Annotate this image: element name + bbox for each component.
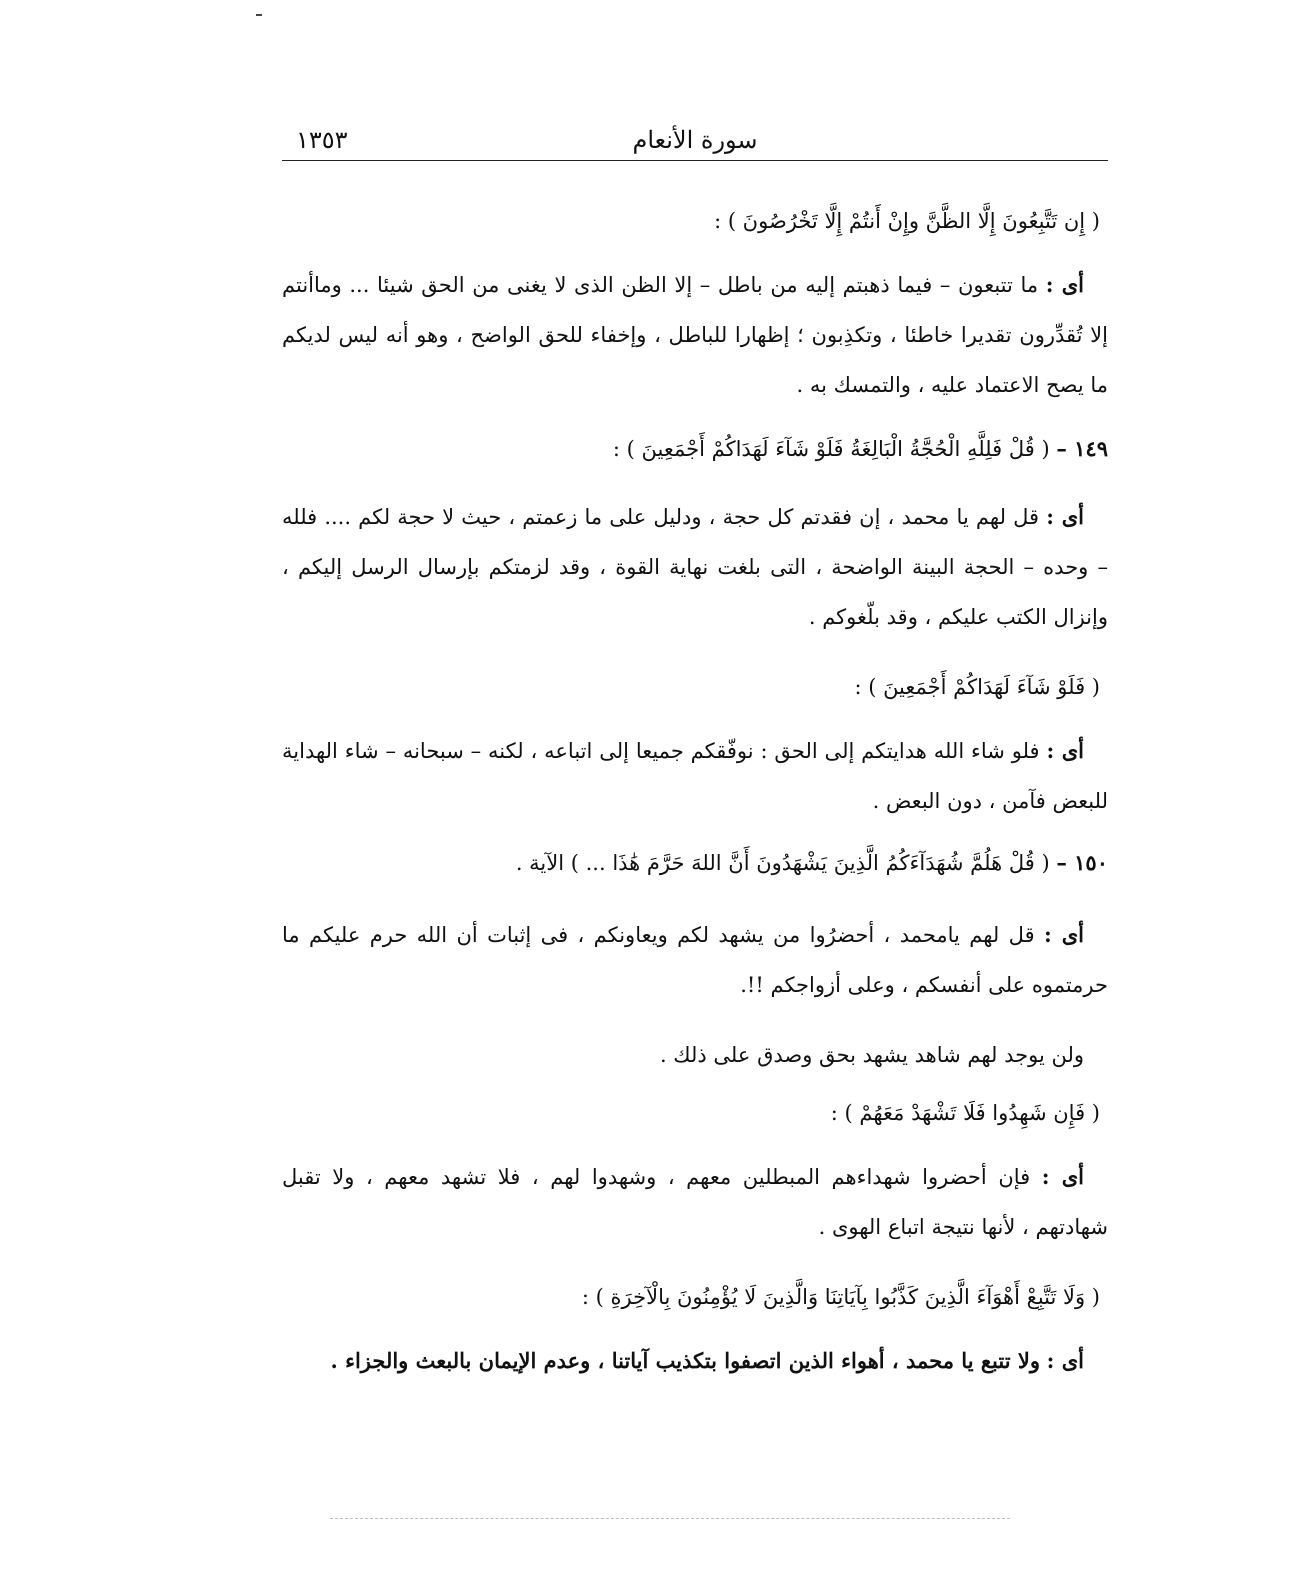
commentary-paragraph xyxy=(282,1336,1108,1386)
verse-heading xyxy=(282,424,1108,474)
commentary-paragraph xyxy=(282,260,1108,410)
paragraph-text: قل لهم يامحمد ، أحضرُوا من يشهد لكم ويعاونكم ، فى إثبات أن الله حرم عليكم ما حرمتموه على أنفسكم ، وعلى أزواجكم !!. xyxy=(282,923,1108,997)
page-header xyxy=(282,118,1108,161)
paragraph-text: فلو شاء الله هدايتكم إلى الحق : نوفّقكم جميعا إلى اتباعه ، لكنه – سبحانه – شاء الهداية للبعض فآمن ، دون البعض . xyxy=(282,739,1108,813)
commentary-paragraph xyxy=(282,910,1108,1010)
verse-number: ١٥٠ – xyxy=(1056,850,1108,875)
paragraph-lead: أى : xyxy=(1046,738,1084,763)
verse-quote xyxy=(282,196,1108,246)
paragraph-text: ما تتبعون – فيما ذهبتم إليه من باطل – إلا الظن الذى لا يغنى من الحق شيئا ... وماأنتم إلا تُقدِّرون تقديرا خاطئا ، وتكذِبون ؛ إظهارا للباطل ، وإخفاء للحق الواضح ، وهو أنه ليس لديكم ما يصح الاعتماد عليه ، والتمسك به . xyxy=(282,273,1108,397)
paragraph-lead: أى : xyxy=(1043,922,1084,947)
paragraph-text: ولا تتبع يا محمد ، أهواء الذين اتصفوا بتكذيب آياتنا ، وعدم الإيمان بالبعث والجزاء . xyxy=(330,1348,1040,1373)
verse-text: ( فَلَوْ شَآءَ لَهَدَاكُمْ أَجْمَعِينَ ) : xyxy=(854,675,1100,699)
verse-text: ( قُلْ فَلِلَّهِ الْحُجَّةُ الْبَالِغَةُ فَلَوْ شَآءَ لَهَدَاكُمْ أَجْمَعِينَ ) : xyxy=(612,437,1050,461)
commentary-paragraph xyxy=(282,492,1108,642)
verse-text: ( قُلْ هَلُمَّ شُهَدَآءَكُمُ الَّذِينَ يَشْهَدُونَ أَنَّ اللهَ حَرَّمَ هَٰذَا ... ) الآية . xyxy=(515,851,1050,875)
verse-text: ( فَإِن شَهِدُوا فَلَا تَشْهَدْ مَعَهُمْ ) : xyxy=(830,1101,1100,1125)
verse-quote xyxy=(282,1272,1108,1322)
book-page xyxy=(282,118,1108,161)
verse-heading xyxy=(282,838,1108,888)
verse-text: ( وَلَا تَتَّبِعْ أَهْوَآءَ الَّذِينَ كَذَّبُوا بِآيَاتِنَا وَالَّذِينَ لَا يُؤْمِنُونَ بِالْآخِرَةِ ) : xyxy=(581,1285,1100,1309)
surah-title: سورة الأنعام xyxy=(632,126,758,154)
page-number: ١٣٥٣ xyxy=(296,126,348,154)
paragraph-lead: أى : xyxy=(1041,1164,1084,1189)
verse-number: ١٤٩ – xyxy=(1056,436,1108,461)
commentary-paragraph xyxy=(282,1152,1108,1252)
paragraph-text: فإن أحضروا شهداءهم المبطلين معهم ، وشهدوا لهم ، فلا تشهد معهم ، ولا تقبل شهادتهم ، لأنها نتيجة اتباع الهوى . xyxy=(282,1165,1108,1239)
scan-bottom-line xyxy=(330,1518,1010,1519)
verse-quote xyxy=(282,1088,1108,1138)
paragraph-lead: أى : xyxy=(1046,504,1084,529)
commentary-paragraph xyxy=(282,1030,1108,1080)
scan-mark xyxy=(256,14,262,16)
paragraph-lead: أى : xyxy=(1045,272,1084,297)
paragraph-lead: أى : xyxy=(1046,1348,1084,1373)
paragraph-text: قل لهم يا محمد ، إن فقدتم كل حجة ، ودليل على ما زعمتم ، حيث لا حجة لكم .... فلله – وحده – الحجة البينة الواضحة ، التى بلغت نهاية القوة ، وقد لزمتكم بإرسال الرسل إليكم ، وإنزال الكتب عليكم ، وقد بلّغوكم . xyxy=(282,505,1108,629)
verse-quote xyxy=(282,662,1108,712)
commentary-paragraph xyxy=(282,726,1108,826)
paragraph-text: ولن يوجد لهم شاهد يشهد بحق وصدق على ذلك . xyxy=(659,1043,1084,1067)
verse-text: ( إِن تَتَّبِعُونَ إِلَّا الظَّنَّ وإِنْ أَنتُمْ إِلَّا تَخْرُصُونَ ) : xyxy=(714,209,1100,233)
